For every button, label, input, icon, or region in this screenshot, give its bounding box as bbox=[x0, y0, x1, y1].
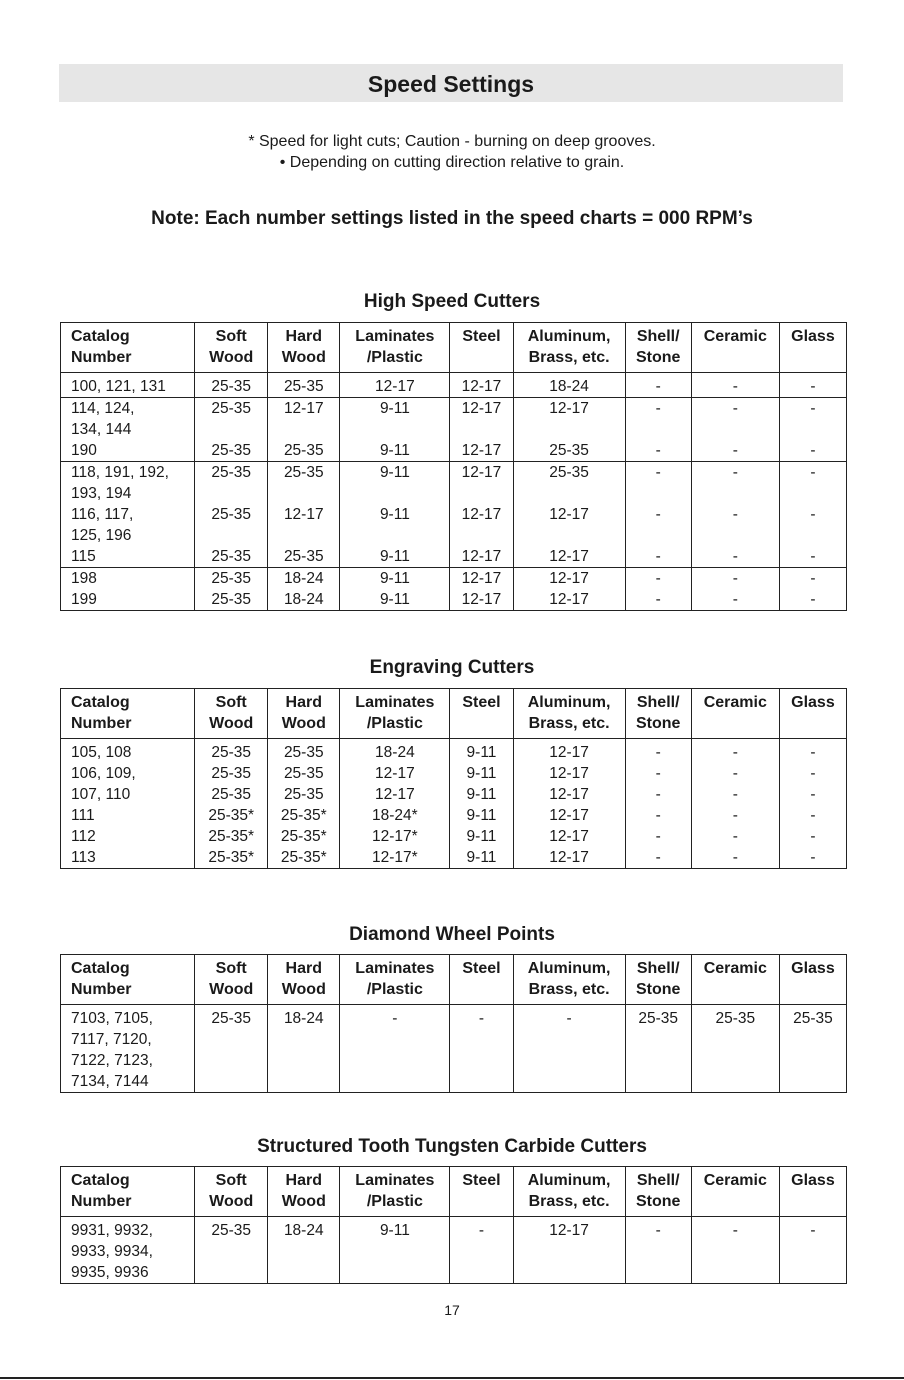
speed-cell: - bbox=[691, 462, 779, 505]
column-header: Laminates /Plastic bbox=[340, 1167, 450, 1217]
speed-cell: 12-17 bbox=[340, 763, 450, 784]
speed-cell: - bbox=[691, 739, 779, 764]
speed-cell: 12-17 bbox=[513, 1217, 625, 1284]
speed-cell: 12-17 bbox=[450, 373, 513, 398]
speed-cell: 12-17 bbox=[450, 504, 513, 546]
speed-cell: - bbox=[625, 805, 691, 826]
catalog-number-cell: 118, 191, 192, 193, 194 bbox=[61, 462, 195, 505]
speed-cell: - bbox=[691, 784, 779, 805]
diamond-table bbox=[60, 954, 847, 1093]
page-number: 17 bbox=[444, 1302, 460, 1318]
speed-cell: 25-35 bbox=[195, 1217, 268, 1284]
speed-cell: 12-17 bbox=[340, 373, 450, 398]
column-header: Shell/ Stone bbox=[625, 323, 691, 373]
table-title-high-speed: High Speed Cutters bbox=[363, 291, 541, 312]
speed-cell: 9-11 bbox=[340, 589, 450, 611]
high-speed-table bbox=[60, 322, 847, 611]
speed-cell: 9-11 bbox=[340, 440, 450, 462]
speed-cell: 12-17* bbox=[340, 826, 450, 847]
speed-cell: 25-35 bbox=[195, 1005, 268, 1093]
speed-cell: - bbox=[625, 739, 691, 764]
speed-cell: 12-17 bbox=[450, 589, 513, 611]
speed-cell: - bbox=[625, 546, 691, 568]
footnote-speed: * Speed for light cuts; Caution - burning on deep grooves. bbox=[248, 133, 656, 150]
catalog-number-cell: 112 bbox=[61, 826, 195, 847]
table-row bbox=[61, 398, 847, 441]
speed-cell: 25-35 bbox=[195, 462, 268, 505]
table-row bbox=[61, 504, 847, 546]
speed-cell: 25-35 bbox=[268, 440, 340, 462]
catalog-number-cell: 111 bbox=[61, 805, 195, 826]
speed-cell: 12-17 bbox=[268, 504, 340, 546]
speed-cell: 12-17 bbox=[450, 546, 513, 568]
catalog-number-cell: 7103, 7105, 7117, 7120, 7122, 7123, 7134, 7144 bbox=[61, 1005, 195, 1093]
header-row bbox=[61, 1167, 847, 1217]
speed-cell: - bbox=[691, 546, 779, 568]
column-header: Ceramic bbox=[691, 323, 779, 373]
catalog-number-cell: 190 bbox=[61, 440, 195, 462]
column-header: Laminates /Plastic bbox=[340, 323, 450, 373]
speed-cell: 25-35 bbox=[195, 373, 268, 398]
speed-cell: - bbox=[625, 763, 691, 784]
speed-cell: - bbox=[779, 826, 846, 847]
catalog-number-cell: 107, 110 bbox=[61, 784, 195, 805]
catalog-number-cell: 115 bbox=[61, 546, 195, 568]
column-header: Aluminum, Brass, etc. bbox=[513, 689, 625, 739]
column-header: Catalog Number bbox=[61, 323, 195, 373]
column-header: Shell/ Stone bbox=[625, 1167, 691, 1217]
speed-cell: - bbox=[779, 589, 846, 611]
speed-cell: 12-17 bbox=[513, 589, 625, 611]
speed-cell: - bbox=[625, 589, 691, 611]
speed-cell: - bbox=[625, 504, 691, 546]
speed-cell: - bbox=[691, 504, 779, 546]
table-title-diamond: Diamond Wheel Points bbox=[349, 924, 555, 945]
table-row bbox=[61, 589, 847, 611]
column-header: Steel bbox=[450, 955, 513, 1005]
speed-cell: 12-17 bbox=[513, 398, 625, 441]
speed-cell: 25-35 bbox=[268, 763, 340, 784]
speed-cell: 25-35 bbox=[691, 1005, 779, 1093]
speed-cell: - bbox=[340, 1005, 450, 1093]
title-bar bbox=[59, 64, 843, 102]
table-row bbox=[61, 847, 847, 869]
speed-cell: 25-35 bbox=[513, 462, 625, 505]
speed-cell: 25-35 bbox=[195, 589, 268, 611]
footnote-grain: • Depending on cutting direction relative to grain. bbox=[279, 154, 625, 171]
speed-cell: 25-35 bbox=[195, 763, 268, 784]
column-header: Aluminum, Brass, etc. bbox=[513, 323, 625, 373]
speed-cell: - bbox=[691, 847, 779, 869]
speed-cell: 25-35 bbox=[195, 784, 268, 805]
speed-cell: 25-35* bbox=[195, 805, 268, 826]
speed-cell: 25-35 bbox=[195, 546, 268, 568]
speed-cell: - bbox=[450, 1005, 513, 1093]
speed-cell: - bbox=[779, 462, 846, 505]
speed-cell: 25-35 bbox=[195, 568, 268, 590]
speed-cell: 9-11 bbox=[340, 504, 450, 546]
speed-cell: 25-35 bbox=[268, 784, 340, 805]
table-row bbox=[61, 1217, 847, 1284]
speed-cell: 25-35 bbox=[268, 739, 340, 764]
column-header: Laminates /Plastic bbox=[340, 955, 450, 1005]
speed-cell: 9-11 bbox=[450, 784, 513, 805]
table-row bbox=[61, 826, 847, 847]
speed-cell: - bbox=[691, 763, 779, 784]
speed-cell: - bbox=[691, 440, 779, 462]
column-header: Soft Wood bbox=[195, 1167, 268, 1217]
speed-cell: - bbox=[779, 763, 846, 784]
speed-cell: 9-11 bbox=[340, 398, 450, 441]
speed-cell: 9-11 bbox=[340, 462, 450, 505]
speed-cell: - bbox=[779, 568, 846, 590]
speed-cell: 12-17 bbox=[513, 763, 625, 784]
speed-cell: 12-17 bbox=[513, 504, 625, 546]
table-row bbox=[61, 546, 847, 568]
speed-cell: 9-11 bbox=[450, 805, 513, 826]
table-row bbox=[61, 1005, 847, 1093]
speed-cell: - bbox=[691, 1217, 779, 1284]
speed-cell: 18-24 bbox=[268, 589, 340, 611]
speed-cell: 25-35 bbox=[195, 398, 268, 441]
speed-cell: 12-17 bbox=[513, 826, 625, 847]
column-header: Hard Wood bbox=[268, 955, 340, 1005]
speed-cell: 12-17 bbox=[450, 398, 513, 441]
table-row bbox=[61, 373, 847, 398]
column-header: Hard Wood bbox=[268, 323, 340, 373]
speed-cell: - bbox=[779, 373, 846, 398]
rpm-note: Note: Each number settings listed in the speed charts = 000 RPM’s bbox=[151, 208, 753, 229]
speed-cell: 9-11 bbox=[340, 568, 450, 590]
speed-cell: 12-17 bbox=[513, 784, 625, 805]
speed-cell: 25-35* bbox=[268, 805, 340, 826]
column-header: Ceramic bbox=[691, 689, 779, 739]
catalog-number-cell: 199 bbox=[61, 589, 195, 611]
header-row bbox=[61, 955, 847, 1005]
catalog-number-cell: 113 bbox=[61, 847, 195, 869]
speed-cell: - bbox=[625, 826, 691, 847]
speed-cell: 25-35 bbox=[513, 440, 625, 462]
column-header: Catalog Number bbox=[61, 1167, 195, 1217]
speed-cell: 18-24 bbox=[513, 373, 625, 398]
speed-cell: - bbox=[625, 847, 691, 869]
table-row bbox=[61, 440, 847, 462]
speed-cell: - bbox=[691, 568, 779, 590]
column-header: Aluminum, Brass, etc. bbox=[513, 1167, 625, 1217]
engraving-table bbox=[60, 688, 847, 869]
speed-cell: 9-11 bbox=[340, 546, 450, 568]
column-header: Catalog Number bbox=[61, 955, 195, 1005]
speed-cell: - bbox=[691, 398, 779, 441]
speed-cell: - bbox=[779, 398, 846, 441]
speed-cell: 25-35 bbox=[779, 1005, 846, 1093]
column-header: Steel bbox=[450, 323, 513, 373]
speed-cell: 18-24 bbox=[268, 1005, 340, 1093]
speed-cell: - bbox=[625, 440, 691, 462]
table-row bbox=[61, 784, 847, 805]
column-header: Shell/ Stone bbox=[625, 689, 691, 739]
speed-cell: 12-17 bbox=[513, 847, 625, 869]
speed-cell: 18-24 bbox=[268, 1217, 340, 1284]
column-header: Catalog Number bbox=[61, 689, 195, 739]
speed-cell: 12-17 bbox=[268, 398, 340, 441]
carbide-table bbox=[60, 1166, 847, 1284]
speed-cell: 12-17 bbox=[450, 440, 513, 462]
speed-cell: - bbox=[625, 784, 691, 805]
table-row bbox=[61, 462, 847, 505]
speed-cell: - bbox=[779, 805, 846, 826]
column-header: Soft Wood bbox=[195, 323, 268, 373]
speed-cell: 25-35 bbox=[195, 504, 268, 546]
speed-cell: 12-17 bbox=[450, 568, 513, 590]
speed-cell: 25-35 bbox=[268, 373, 340, 398]
table-title-carbide: Structured Tooth Tungsten Carbide Cutters bbox=[257, 1136, 647, 1157]
column-header: Ceramic bbox=[691, 955, 779, 1005]
speed-cell: 12-17 bbox=[513, 546, 625, 568]
catalog-number-cell: 114, 124, 134, 144 bbox=[61, 398, 195, 441]
column-header: Glass bbox=[779, 689, 846, 739]
column-header: Shell/ Stone bbox=[625, 955, 691, 1005]
column-header: Steel bbox=[450, 689, 513, 739]
speed-cell: 18-24 bbox=[340, 739, 450, 764]
speed-cell: 9-11 bbox=[450, 826, 513, 847]
table-row bbox=[61, 805, 847, 826]
header-row bbox=[61, 689, 847, 739]
column-header: Soft Wood bbox=[195, 689, 268, 739]
speed-cell: 25-35* bbox=[268, 847, 340, 869]
speed-cell: - bbox=[625, 568, 691, 590]
catalog-number-cell: 198 bbox=[61, 568, 195, 590]
catalog-number-cell: 106, 109, bbox=[61, 763, 195, 784]
speed-cell: 25-35 bbox=[268, 546, 340, 568]
table-row bbox=[61, 763, 847, 784]
speed-cell: 25-35 bbox=[195, 440, 268, 462]
speed-cell: 9-11 bbox=[450, 763, 513, 784]
column-header: Steel bbox=[450, 1167, 513, 1217]
speed-cell: - bbox=[779, 546, 846, 568]
speed-cell: 25-35 bbox=[625, 1005, 691, 1093]
speed-cell: 18-24 bbox=[268, 568, 340, 590]
catalog-number-cell: 116, 117, 125, 196 bbox=[61, 504, 195, 546]
speed-cell: - bbox=[691, 805, 779, 826]
speed-cell: - bbox=[691, 826, 779, 847]
table-row bbox=[61, 568, 847, 590]
table-row bbox=[61, 739, 847, 764]
column-header: Glass bbox=[779, 955, 846, 1005]
speed-cell: - bbox=[779, 847, 846, 869]
speed-cell: 12-17 bbox=[513, 568, 625, 590]
speed-cell: 25-35* bbox=[195, 847, 268, 869]
speed-cell: - bbox=[779, 784, 846, 805]
column-header: Aluminum, Brass, etc. bbox=[513, 955, 625, 1005]
speed-cell: 12-17 bbox=[340, 784, 450, 805]
speed-cell: 12-17 bbox=[450, 462, 513, 505]
speed-cell: 12-17* bbox=[340, 847, 450, 869]
speed-cell: - bbox=[779, 739, 846, 764]
catalog-number-cell: 100, 121, 131 bbox=[61, 373, 195, 398]
speed-cell: - bbox=[450, 1217, 513, 1284]
speed-cell: 25-35 bbox=[195, 739, 268, 764]
speed-cell: - bbox=[625, 398, 691, 441]
speed-cell: 9-11 bbox=[340, 1217, 450, 1284]
column-header: Ceramic bbox=[691, 1167, 779, 1217]
speed-cell: - bbox=[625, 373, 691, 398]
catalog-number-cell: 9931, 9932, 9933, 9934, 9935, 9936 bbox=[61, 1217, 195, 1284]
header-row bbox=[61, 323, 847, 373]
speed-cell: 18-24* bbox=[340, 805, 450, 826]
column-header: Glass bbox=[779, 1167, 846, 1217]
speed-cell: 9-11 bbox=[450, 847, 513, 869]
column-header: Hard Wood bbox=[268, 1167, 340, 1217]
speed-cell: - bbox=[779, 504, 846, 546]
speed-cell: 25-35* bbox=[195, 826, 268, 847]
speed-cell: - bbox=[779, 1217, 846, 1284]
bottom-rule bbox=[0, 1377, 904, 1379]
speed-cell: 12-17 bbox=[513, 739, 625, 764]
column-header: Soft Wood bbox=[195, 955, 268, 1005]
column-header: Hard Wood bbox=[268, 689, 340, 739]
column-header: Glass bbox=[779, 323, 846, 373]
table-title-engraving: Engraving Cutters bbox=[369, 657, 535, 678]
speed-cell: 25-35* bbox=[268, 826, 340, 847]
speed-cell: - bbox=[691, 373, 779, 398]
catalog-number-cell: 105, 108 bbox=[61, 739, 195, 764]
speed-cell: - bbox=[513, 1005, 625, 1093]
page-title: Speed Settings bbox=[367, 71, 535, 97]
column-header: Laminates /Plastic bbox=[340, 689, 450, 739]
speed-cell: - bbox=[691, 589, 779, 611]
speed-cell: 12-17 bbox=[513, 805, 625, 826]
speed-cell: 9-11 bbox=[450, 739, 513, 764]
speed-cell: 25-35 bbox=[268, 462, 340, 505]
speed-cell: - bbox=[779, 440, 846, 462]
speed-cell: - bbox=[625, 462, 691, 505]
speed-cell: - bbox=[625, 1217, 691, 1284]
